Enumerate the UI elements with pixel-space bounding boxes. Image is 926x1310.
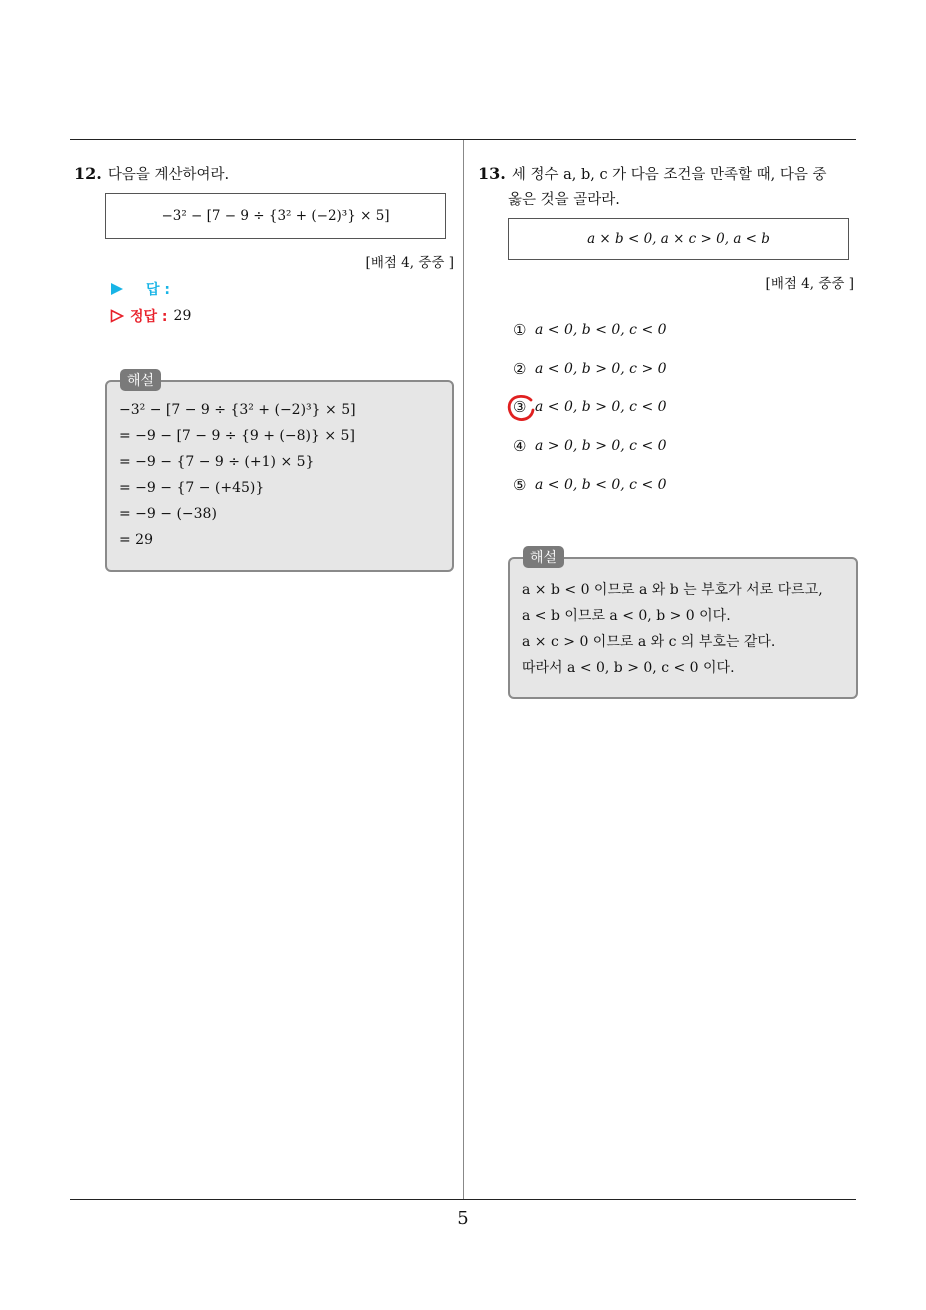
- q12-answer-label: 답 :: [146, 282, 170, 298]
- q13-solution-line-2: a < b 이므로 a < 0, b > 0 이다.: [522, 608, 731, 624]
- q13-choice-5-num: ⑤: [513, 476, 527, 494]
- q12-correct-value: 29: [173, 308, 192, 324]
- q12-solution-line-2: = −9 − [7 − 9 ÷ {9 + (−8)} × 5]: [119, 428, 355, 444]
- q13-choice-2-text: a < 0, b > 0, c > 0: [535, 361, 667, 377]
- q12-solution-box: [105, 380, 454, 572]
- q13-choice-2[interactable]: [513, 360, 667, 378]
- q13-choice-5-text: a < 0, b < 0, c < 0: [535, 477, 667, 493]
- q12-solution-line-5: = −9 − (−38): [119, 506, 217, 522]
- q13-choice-4-num: ④: [513, 437, 527, 455]
- page-number: 5: [457, 1208, 469, 1229]
- q13-solution-line-1: a × b < 0 이므로 a 와 b 는 부호가 서로 다르고,: [522, 582, 823, 598]
- q13-score: [배점 4, 중중 ]: [765, 276, 854, 292]
- q12-answer-line[interactable]: [110, 279, 170, 299]
- q13-choice-4-text: a > 0, b > 0, c < 0: [535, 438, 667, 454]
- q13-heading: [478, 161, 827, 188]
- q13-choice-3-text: a < 0, b > 0, c < 0: [535, 399, 667, 415]
- q12-heading: [74, 161, 229, 188]
- q13-solution-line-3: a × c > 0 이므로 a 와 c 의 부호는 같다.: [522, 634, 776, 650]
- q13-question-line-1: 세 정수 a, b, c 가 다음 조건을 만족할 때, 다음 중: [511, 167, 827, 183]
- q13-solution-line-4: 따라서 a < 0, b > 0, c < 0 이다.: [522, 660, 735, 676]
- q12-solution-line-4: = −9 − {7 − (+45)}: [119, 480, 265, 496]
- q13-choice-2-num: ②: [513, 360, 527, 378]
- q12-solution-line-3: = −9 − {7 − 9 ÷ (+1) × 5}: [119, 454, 315, 470]
- q13-heading-line2: [508, 187, 620, 213]
- q12-formula: −3² − [7 − 9 ÷ {3² + (−2)³} × 5]: [161, 208, 390, 224]
- q13-choice-3-num: ③: [513, 398, 527, 416]
- column-divider: [463, 140, 464, 1200]
- q12-solution-tag: 해설: [120, 369, 161, 391]
- q12-score: [배점 4, 중중 ]: [365, 255, 454, 271]
- q13-choice-1-text: a < 0, b < 0, c < 0: [535, 322, 667, 338]
- q12-correct-line: [110, 306, 191, 326]
- q13-condition-box: [508, 218, 849, 260]
- q13-solution-box: [508, 557, 858, 699]
- q12-correct-label: 정답 :: [130, 309, 168, 325]
- q12-solution-line-6: = 29: [119, 532, 153, 548]
- q13-choice-4[interactable]: [513, 437, 667, 455]
- q13-choice-1-num: ①: [513, 321, 527, 339]
- q13-question-line-2: 옳은 것을 골라라.: [508, 192, 620, 208]
- q13-condition: a × b < 0, a × c > 0, a < b: [587, 231, 770, 247]
- q13-solution-tag: 해설: [523, 546, 564, 568]
- answer-circle-mark-icon: [507, 394, 537, 422]
- q12-solution-line-1: −3² − [7 − 9 ÷ {3² + (−2)³} × 5]: [119, 402, 356, 418]
- q13-choice-5[interactable]: [513, 476, 667, 494]
- play-arrow-icon: [110, 282, 124, 296]
- bottom-rule: [70, 1199, 856, 1200]
- triangle-outline-icon: [110, 309, 124, 323]
- q13-choice-1[interactable]: [513, 321, 667, 339]
- q12-number: 12.: [74, 164, 102, 183]
- q12-question: 다음을 계산하여라.: [107, 167, 230, 183]
- q12-formula-box: [105, 193, 446, 239]
- q13-number: 13.: [478, 164, 506, 183]
